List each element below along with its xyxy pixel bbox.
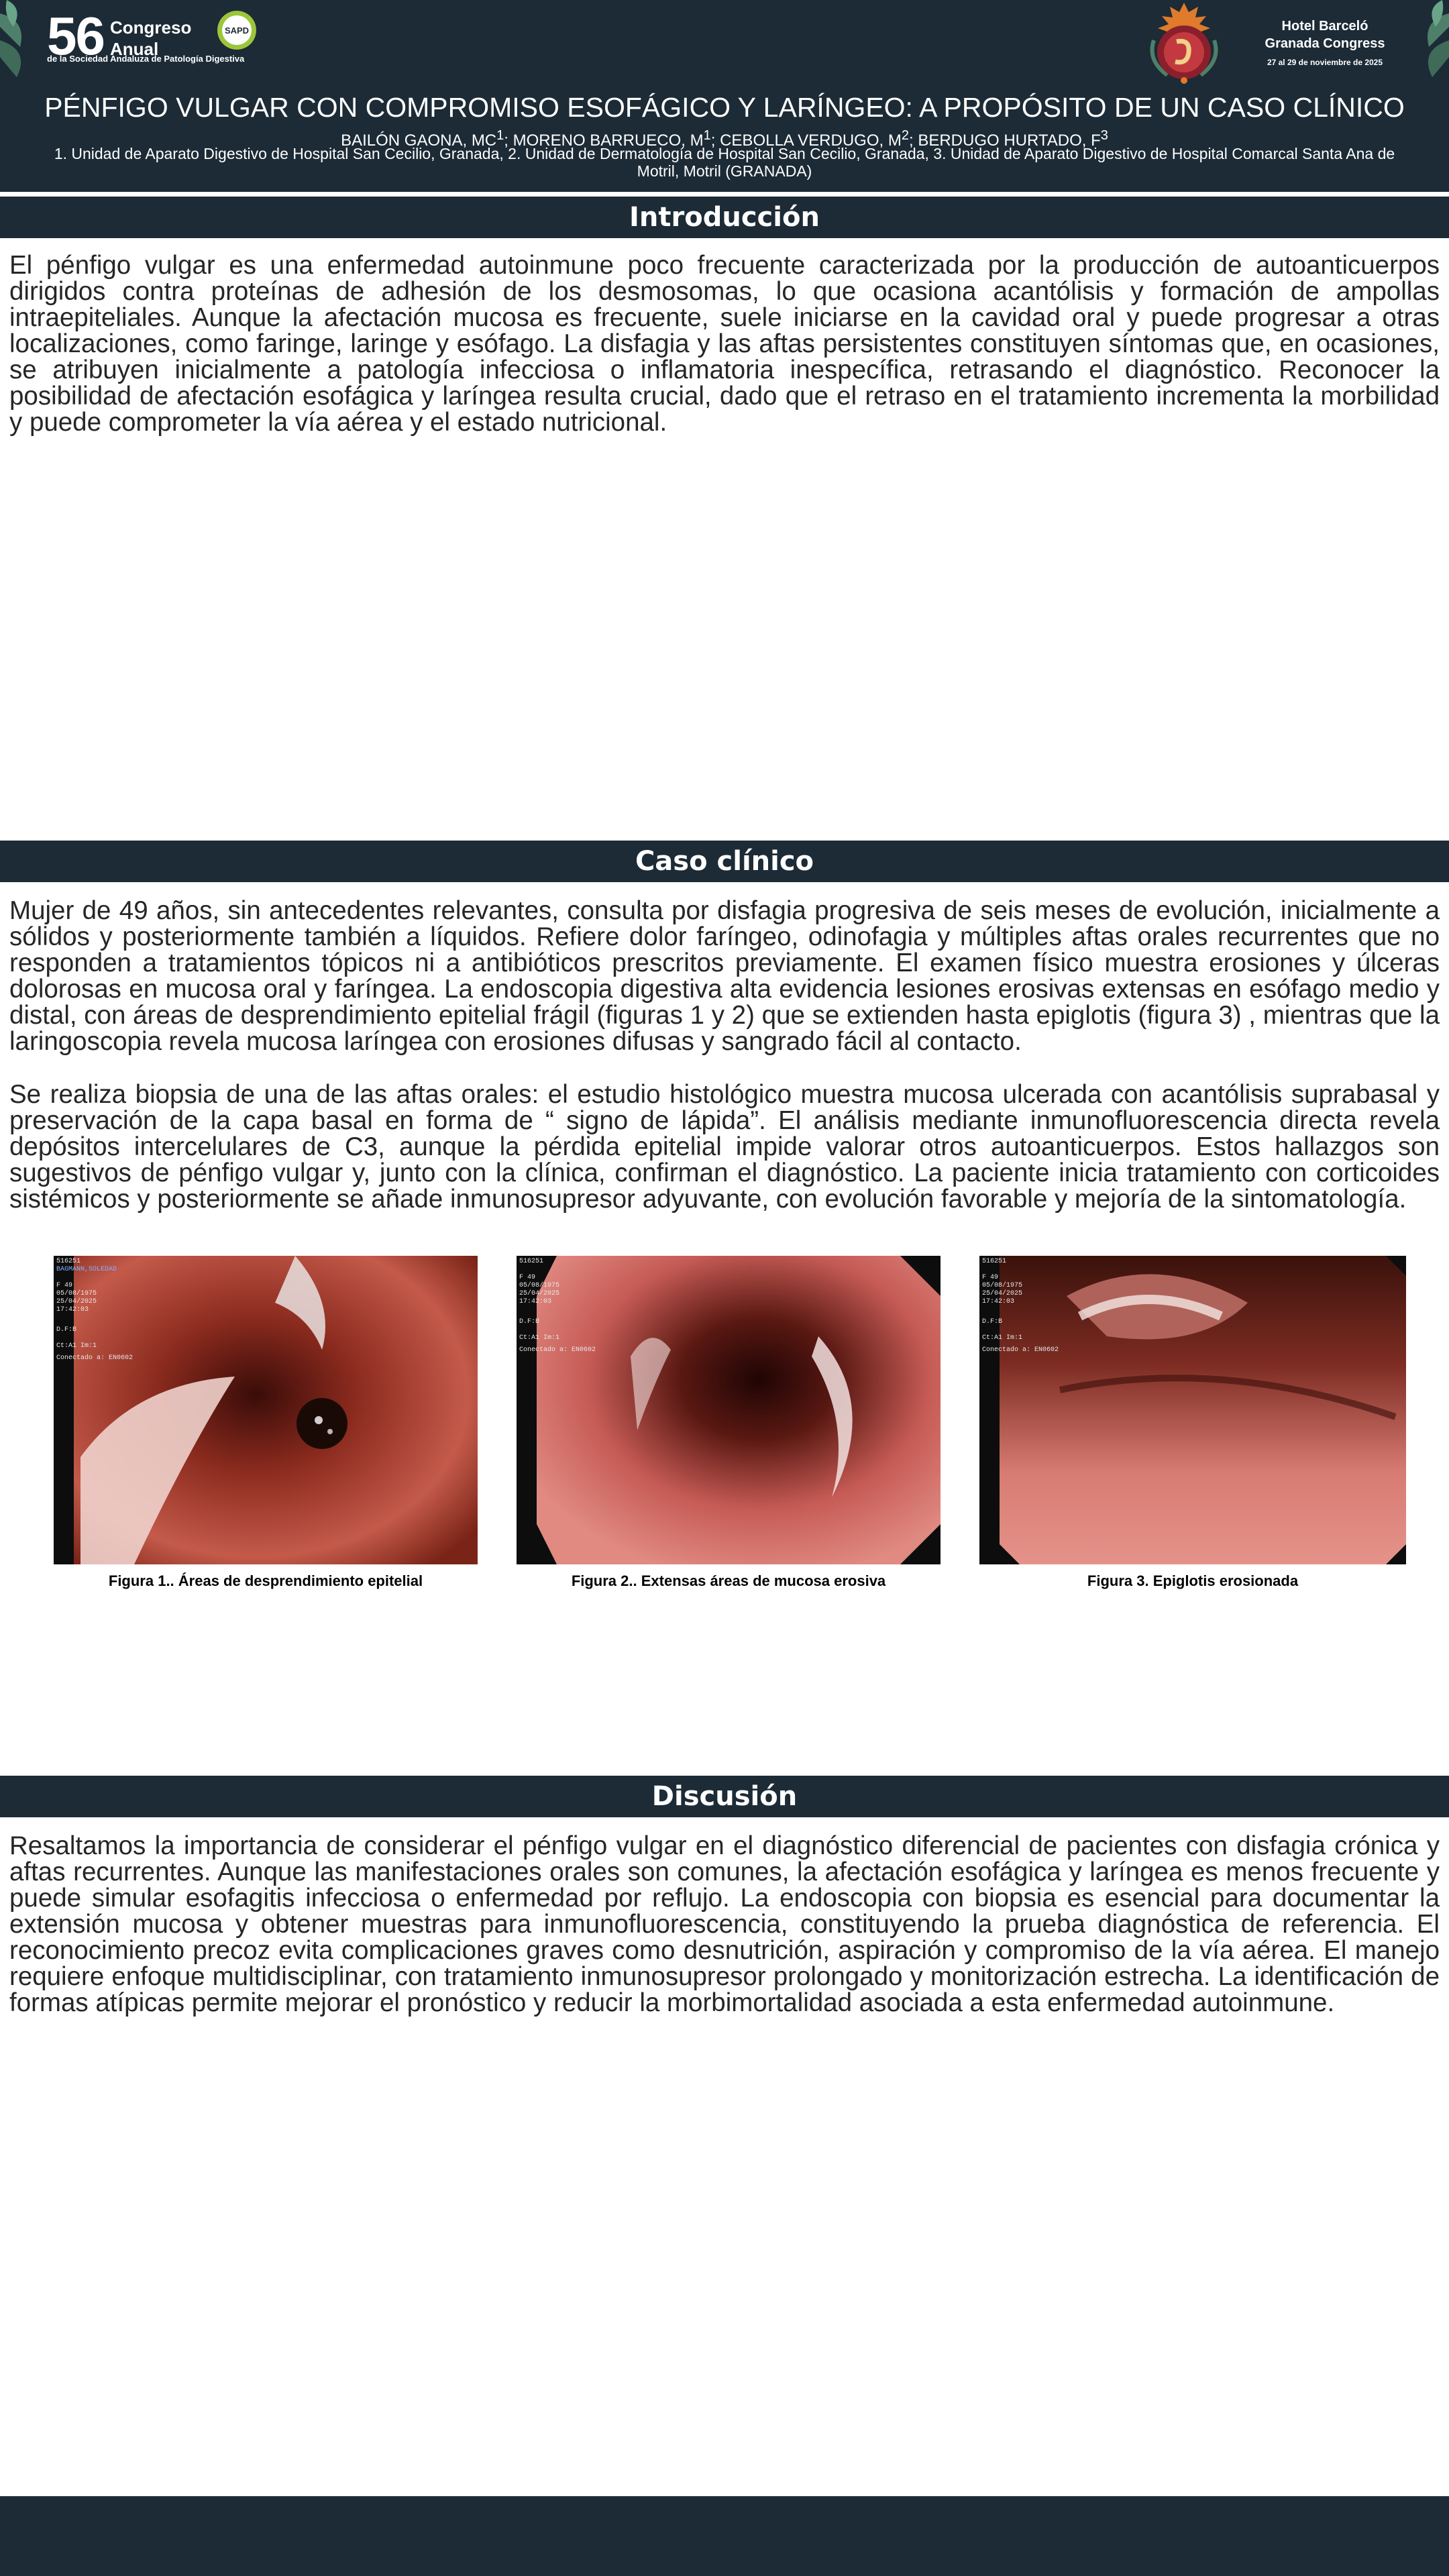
sapd-logo-text: SAPD xyxy=(224,25,250,36)
leaf-decoration-icon xyxy=(1409,0,1449,80)
venue-line-1: Hotel Barceló xyxy=(1281,19,1368,34)
author-separator: ; xyxy=(908,131,918,150)
author-name: CEBOLLA VERDUGO, M xyxy=(720,131,902,150)
overlay-line: F 49 xyxy=(982,1274,999,1281)
overlay-line: 516251 xyxy=(982,1258,1007,1265)
overlay-line: BAGMANN,SOLEDAD xyxy=(56,1266,117,1273)
section-heading-discusion: Discusión xyxy=(0,1776,1449,1817)
overlay-line: 17:42:03 xyxy=(982,1298,1015,1305)
discussion-paragraph: Resaltamos la importancia de considerar el pénfigo vulgar en el diagnóstico diferencial de pacientes con disfagia crónica y aftas recurrentes. Aunque las manifestaciones orales son comunes, la afectación esofágica y laríngea es menos frecuente y puede simular esofagitis infecciosa o enfermedad por reflujo. La endoscopia con biopsia es esencial para documentar la extensión mucosa y obtener muestras para inmunofluorescencia, constituyendo la prueba diagnóstica de referencia. El reconocimiento precoz evita complicaciones graves como desnutrición, aspiración y compromiso de la vía aérea. El manejo requiere enfoque multidisciplinar, con tratamiento inmunosupresor prolongado y monitorización estrecha. La identificación de formas atípicas permite mejorar el pronóstico y reducir la morbimortalidad asociada a esta enfermedad autoinmune. xyxy=(9,1831,1440,2017)
leaf-decoration-icon xyxy=(0,0,40,80)
figure-2-caption: Figura 2.. Extensas áreas de mucosa erosiva xyxy=(571,1572,886,1589)
overlay-line: Ct:A1 Im:1 xyxy=(982,1334,1023,1342)
venue-line-2: Granada Congress xyxy=(1265,36,1385,51)
overlay-line: 17:42:03 xyxy=(519,1298,552,1305)
overlay-line: 17:42:03 xyxy=(56,1306,89,1313)
section-heading-caso-clinico: Caso clínico xyxy=(0,841,1449,882)
figure-3-image xyxy=(979,1256,1406,1564)
overlay-line: D.F:B xyxy=(519,1318,540,1326)
author-separator: ; xyxy=(710,131,720,150)
venue-info xyxy=(1248,17,1402,67)
granada-emblem-icon xyxy=(1140,0,1228,85)
overlay-line: F 49 xyxy=(519,1274,536,1281)
venue-dates: 27 al 29 de noviembre de 2025 xyxy=(1267,58,1383,67)
overlay-line: 516251 xyxy=(519,1258,544,1265)
figure-2-image xyxy=(517,1256,941,1564)
overlay-line: D.F:B xyxy=(56,1326,77,1334)
poster-title: PÉNFIGO VULGAR CON COMPROMISO ESOFÁGICO Y LARÍNGEO: A PROPÓSITO DE UN CASO CLÍNICO xyxy=(44,92,1405,123)
figure-1-caption: Figura 1.. Áreas de desprendimiento epitelial xyxy=(108,1572,423,1589)
overlay-line: Ct:A1 Im:1 xyxy=(56,1342,97,1350)
overlay-line: 516251 xyxy=(56,1258,81,1265)
overlay-line: Conectado a: EN0602 xyxy=(982,1346,1059,1354)
section-heading-introduccion: Introducción xyxy=(0,197,1449,238)
author-name: MORENO BARRUECO, M xyxy=(513,131,704,150)
congress-word-2: Anual xyxy=(110,39,159,59)
intro-paragraph: El pénfigo vulgar es una enfermedad autoinmune poco frecuente caracterizada por la producción de autoanticuerpos dirigidos contra proteínas de adhesión de los desmosomas, lo que ocasiona acantólisis y formación de ampollas intraepiteliales. Aunque la afectación mucosa es frecuente, suele iniciarse en la cavidad oral y puede progresar a otras localizaciones, como faringe, laringe y esófago. La disfagia y las aftas persistentes constituyen síntomas que, en ocasiones, se atribuyen inicialmente a patología infecciosa o inflamatoria inespecífica, retrasando el diagnóstico. Reconocer la posibilidad de afectación esofágica y laríngea resulta crucial, dado que el retraso en el tratamiento incrementa la morbilidad y puede comprometer la vía aérea y el estado nutricional. xyxy=(9,251,1440,437)
overlay-line: F 49 xyxy=(56,1282,73,1289)
affiliations: 1. Unidad de Aparato Digestivo de Hospital San Cecilio, Granada, 2. Unidad de Dermatología de Hospital San Cecilio, Granada, 3. Unidad de Aparato Digestivo de Hospital Comarcal Santa Ana de Motril, Motril (GRANADA) xyxy=(54,145,1395,180)
overlay-line: Ct:A1 Im:1 xyxy=(519,1334,560,1342)
overlay-line: 05/08/1975 xyxy=(519,1282,560,1289)
congress-number: 56 xyxy=(47,6,104,66)
poster-footer xyxy=(0,2496,1449,2576)
case-paragraph-1: Mujer de 49 años, sin antecedentes relevantes, consulta por disfagia progresiva de seis meses de evolución, inicialmente a sólidos y posteriormente también a líquidos. Refiere dolor faríngeo, odinofagia y múltiples aftas orales recurrentes que no responden a tratamientos tópicos ni a antibióticos prescritos previamente. El examen físico muestra erosiones y úlceras dolorosas en mucosa oral y faríngea. La endoscopia digestiva alta evidencia lesiones erosivas extensas en esófago medio y distal, con áreas de desprendimiento epitelial frágil (figuras 1 y 2) que se extienden hasta epiglotis (figura 3) , mientras que la laringoscopia revela mucosa laríngea con erosiones difusas y sangrado fácil al contacto. xyxy=(9,896,1440,1056)
author-separator: ; xyxy=(504,131,513,150)
overlay-line: D.F:B xyxy=(982,1318,1003,1326)
congress-society: de la Sociedad Andaluza de Patología Digestiva xyxy=(47,54,245,64)
sapd-logo-icon xyxy=(216,9,258,51)
figure-1-image xyxy=(54,1256,478,1564)
overlay-line: 25/04/2025 xyxy=(982,1290,1023,1297)
overlay-line: 25/04/2025 xyxy=(519,1290,560,1297)
author-affiliation-number: 1 xyxy=(703,128,711,143)
poster-header xyxy=(0,0,1449,192)
figure-3-caption: Figura 3. Epiglotis erosionada xyxy=(1087,1572,1299,1589)
overlay-line: 05/08/1975 xyxy=(56,1290,97,1297)
overlay-line: 05/08/1975 xyxy=(982,1282,1023,1289)
author-affiliation-number: 1 xyxy=(496,128,504,143)
author-name: BERDUGO HURTADO, F xyxy=(918,131,1101,150)
author-affiliation-number: 2 xyxy=(901,128,909,143)
case-paragraph-2: Se realiza biopsia de una de las aftas orales: el estudio histológico muestra mucosa ulcerada con acantólisis suprabasal y preservación de la capa basal en forma de “ signo de lápida”. El análisis mediante inmunofluorescencia directa revela depósitos intercelulares de C3, aunque la pérdida epitelial impide valorar otros autoanticuerpos. Estos hallazgos son sugestivos de pénfigo vulgar y, junto con la clínica, confirman el diagnóstico. La paciente inicia tratamiento con corticoides sistémicos y posteriormente se añade inmunosupresor adyuvante, con evolución favorable y mejoría de la sintomatología. xyxy=(9,1080,1440,1214)
congress-word-1: Congreso xyxy=(110,17,192,38)
overlay-line: 25/04/2025 xyxy=(56,1298,97,1305)
author-name: BAILÓN GAONA, MC xyxy=(341,131,497,150)
overlay-line: Conectado a: EN0602 xyxy=(56,1354,133,1362)
overlay-line: Conectado a: EN0602 xyxy=(519,1346,596,1354)
author-affiliation-number: 3 xyxy=(1100,128,1108,143)
